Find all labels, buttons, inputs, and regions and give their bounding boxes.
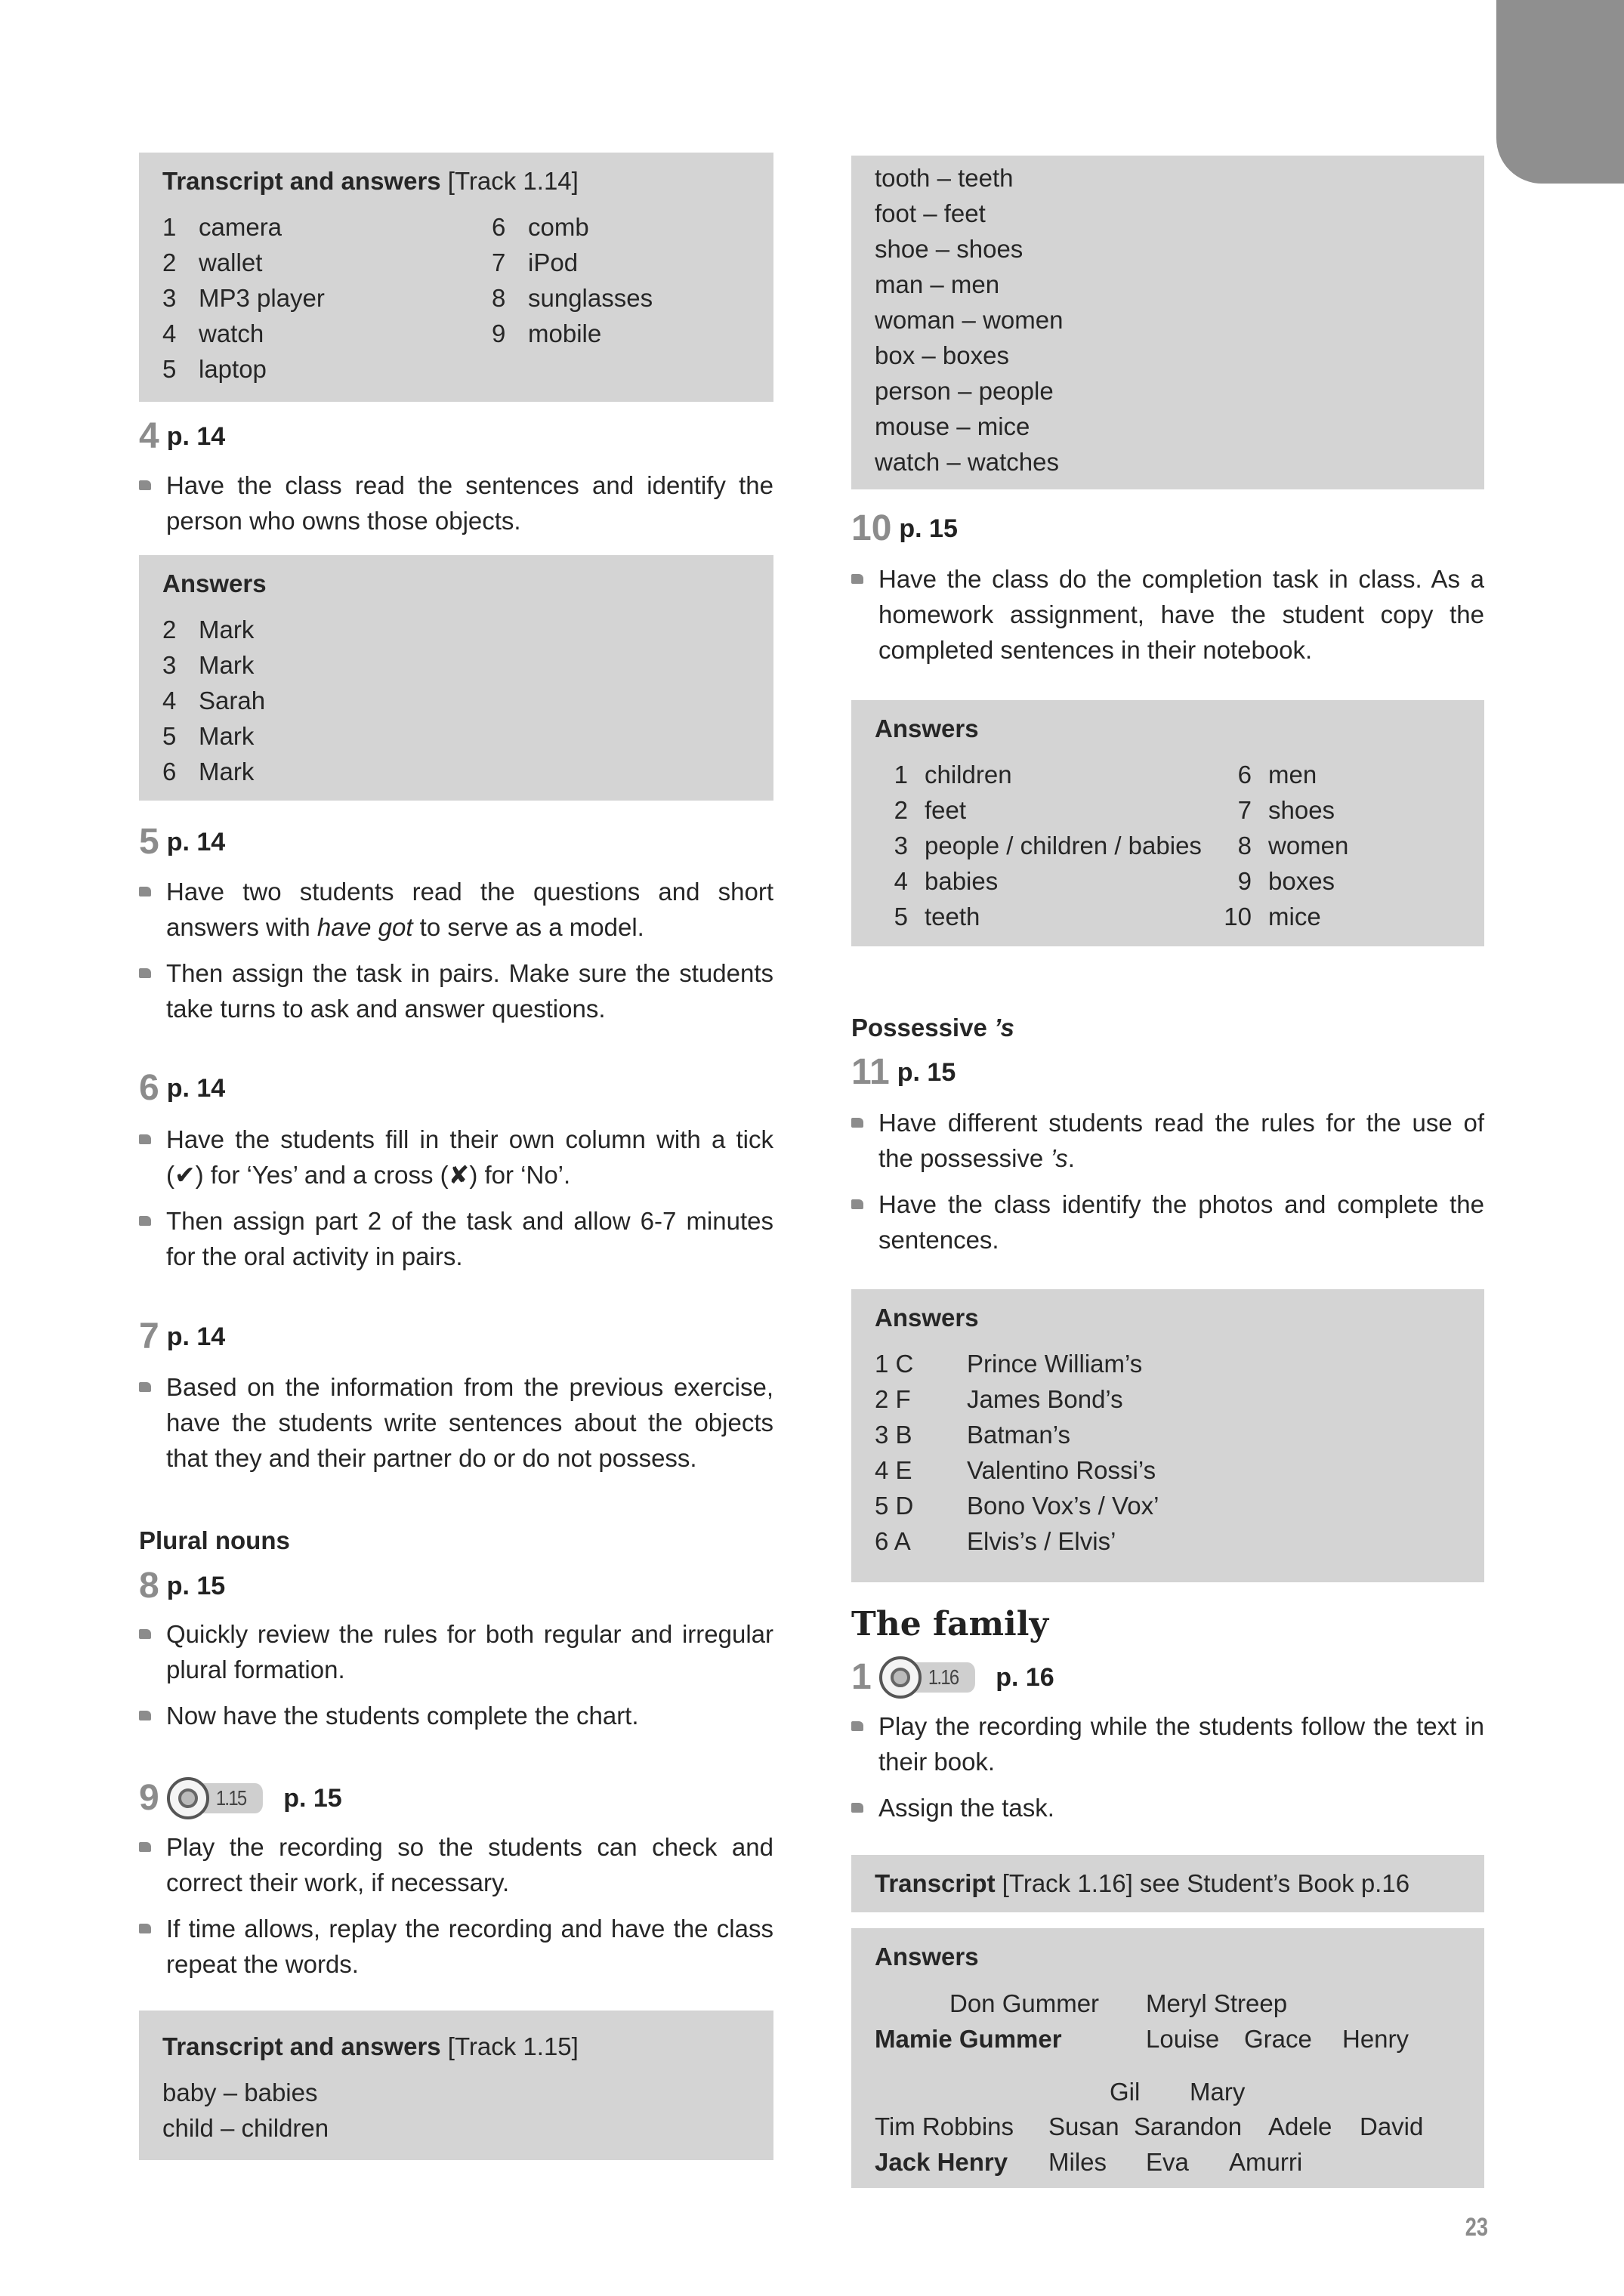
family-name: David [1360, 2112, 1424, 2140]
bullet-icon [851, 1803, 863, 1813]
item-text: iPod [528, 248, 579, 276]
box-line: man – men [875, 270, 1000, 298]
answer-column [162, 612, 265, 789]
box-answers-ex11 [851, 1289, 1484, 1582]
item-text: Prince William’s [967, 1350, 1143, 1378]
box-line: shoe – shoes [875, 235, 1023, 263]
answer-item [162, 612, 265, 647]
box-title [162, 2029, 750, 2064]
answer-item [875, 792, 1202, 828]
page-number: 23 [1465, 2213, 1489, 2242]
bullet-icon [851, 1118, 863, 1128]
exercise-number: 9 [139, 1778, 159, 1818]
item-text: feet [925, 796, 967, 824]
item-text: laptop [199, 355, 267, 383]
answer-item [875, 1488, 1159, 1523]
exercise-heading-8 [139, 1565, 773, 1607]
box-line: watch – watches [875, 448, 1059, 476]
box-plural-pairs [851, 156, 1484, 489]
instruction-text: Have the class identify the photos and complete the sentences. [878, 1190, 1484, 1254]
instruction-item [851, 1105, 1484, 1176]
item-text: MP3 player [199, 284, 325, 312]
instruction-item [139, 1698, 773, 1733]
instruction-text: to serve as a model. [412, 913, 644, 941]
box-lines [875, 160, 1461, 480]
exercise-number: 6 [139, 1068, 159, 1108]
exercise-heading-11 [851, 1051, 1484, 1094]
box-line: tooth – teeth [875, 164, 1014, 192]
family-name: Miles [1048, 2148, 1107, 2176]
page-reference: p. 14 [166, 1074, 226, 1103]
family-name: Susan [1048, 2112, 1119, 2140]
answer-item [162, 280, 325, 316]
answer-item [875, 1417, 1159, 1452]
item-text: camera [199, 213, 283, 241]
instruction-item [139, 1203, 773, 1274]
box-transcript-1-16 [851, 1855, 1484, 1912]
instruction-item [139, 1829, 773, 1900]
instruction-text: Based on the information from the previous exercise, have the students write sentences about the objects that they and their partner do or do not possess. [166, 1373, 773, 1472]
instruction-text: Quickly review the rules for both regular and irregular plural formation. [166, 1620, 773, 1683]
audio-track-badge[interactable] [879, 1655, 987, 1700]
answer-columns [162, 612, 750, 789]
item-number: 8 [492, 284, 506, 312]
exercise-number: 1 [851, 1657, 872, 1697]
item-number: 6 [1237, 761, 1252, 788]
item-number: 3 [894, 832, 908, 859]
item-number: 9 [1237, 867, 1252, 895]
item-text: Mark [199, 651, 255, 679]
item-number: 4 [894, 867, 908, 895]
answer-item [162, 316, 325, 351]
subheading-text: Plural nouns [139, 1526, 290, 1554]
item-number: 7 [492, 248, 506, 276]
answer-item [1218, 899, 1348, 934]
page-reference: p. 16 [996, 1663, 1054, 1692]
instruction-list [139, 1616, 773, 1744]
item-number: 3 B [875, 1421, 912, 1449]
bullet-icon [139, 1134, 151, 1144]
exercise-number: 8 [139, 1566, 159, 1606]
instruction-item [139, 1911, 773, 1982]
box-transcript-answers-1-14 [139, 153, 773, 402]
bullet-icon [139, 968, 151, 978]
answer-item [1218, 792, 1348, 828]
item-text: teeth [925, 903, 980, 930]
answer-item [162, 209, 325, 245]
box-title-bold: Answers [875, 1304, 979, 1332]
family-name: Henry [1342, 2025, 1409, 2053]
instruction-item [139, 468, 773, 539]
item-number: 1 [894, 761, 908, 788]
exercise-number: 11 [851, 1052, 890, 1092]
instruction-text: Have the students fill in their own column with a tick (✔) for ‘Yes’ and a cross (✘) for ‘No’. [166, 1125, 773, 1189]
exercise-number: 10 [851, 508, 892, 548]
exercise-number: 5 [139, 822, 159, 862]
answer-item [162, 683, 265, 718]
box-title-bold: Answers [875, 714, 979, 742]
answer-item [492, 245, 653, 280]
box-title-bold: Transcript and answers [162, 2032, 441, 2060]
box-title-track: [Track 1.16] see Student’s Book p.16 [995, 1869, 1410, 1897]
answer-item [492, 209, 653, 245]
bullet-icon [139, 1216, 151, 1226]
answer-item [1218, 863, 1348, 899]
item-text: men [1268, 761, 1317, 788]
bullet-icon [139, 1711, 151, 1720]
instruction-text: Play the recording so the students can check and correct their work, if necessary. [166, 1833, 773, 1896]
answer-item [875, 1381, 1159, 1417]
subheading-text: Possessive [851, 1014, 994, 1042]
page-reference: p. 15 [899, 514, 958, 543]
track-number: 1.16 [906, 1662, 975, 1693]
family-name: Louise [1146, 2025, 1220, 2053]
instruction-text: Have the class do the completion task in class. As a homework assignment, have the student copy the completed sentences in their notebook. [878, 565, 1484, 664]
answer-item [162, 245, 325, 280]
audio-track-badge[interactable] [167, 1776, 275, 1821]
item-number: 6 [162, 758, 177, 785]
bullet-icon [851, 1199, 863, 1209]
item-text: sunglasses [528, 284, 653, 312]
item-number: 5 [894, 903, 908, 930]
instruction-text: Have the class read the sentences and identify the person who owns those objects. [166, 471, 773, 535]
page-reference: p. 14 [166, 1322, 226, 1351]
family-name: Mary [1190, 2078, 1246, 2106]
item-text: Mark [199, 758, 255, 785]
exercise-heading-9 [139, 1777, 773, 1819]
instruction-item [139, 1616, 773, 1687]
page-reference: p. 15 [166, 1572, 226, 1600]
exercise-heading-6 [139, 1067, 773, 1109]
item-text: children [925, 761, 1012, 788]
box-answers-ex4 [139, 555, 773, 801]
bullet-icon [139, 1842, 151, 1852]
item-text: boxes [1268, 867, 1335, 895]
instruction-item [851, 1187, 1484, 1258]
instruction-item [851, 1790, 1484, 1825]
answer-item [162, 718, 265, 754]
instruction-list [139, 874, 773, 1037]
instruction-item [139, 1369, 773, 1476]
family-name: Grace [1244, 2025, 1312, 2053]
bullet-icon [139, 480, 151, 490]
item-number: 1 C [875, 1350, 914, 1378]
box-line: foot – feet [875, 199, 986, 227]
answer-item [162, 351, 325, 387]
item-text: mobile [528, 319, 602, 347]
item-number: 2 [162, 248, 177, 276]
answer-item [875, 899, 1202, 934]
answer-item [875, 828, 1202, 863]
item-text: James Bond’s [967, 1385, 1123, 1413]
exercise-heading-4 [139, 415, 773, 458]
exercise-heading-5 [139, 821, 773, 863]
bullet-icon [139, 1629, 151, 1639]
box-line: mouse – mice [875, 412, 1030, 440]
box-line: child – children [162, 2114, 329, 2142]
item-text: people / children / babies [925, 832, 1202, 859]
box-family-answers [851, 1928, 1484, 2188]
exercise-heading-1 [851, 1656, 1484, 1699]
item-number: 8 [1237, 832, 1252, 859]
box-title [162, 566, 750, 601]
box-title [875, 1866, 1461, 1901]
box-answers-ex10 [851, 700, 1484, 946]
answer-item [492, 316, 653, 351]
answer-column [162, 209, 325, 387]
instruction-item [851, 1708, 1484, 1779]
item-number: 10 [1224, 903, 1252, 930]
instruction-list [851, 1708, 1484, 1836]
answer-item [875, 757, 1202, 792]
item-text: wallet [199, 248, 263, 276]
item-number: 3 [162, 651, 177, 679]
answer-item [875, 1452, 1159, 1488]
section-title: The family [851, 1605, 1049, 1643]
item-text: Bono Vox’s / Vox’ [967, 1492, 1159, 1520]
page-reference: p. 15 [897, 1058, 956, 1087]
item-text: Mark [199, 616, 255, 643]
answer-item [1218, 828, 1348, 863]
box-title-bold: Answers [875, 1943, 979, 1970]
box-line: person – people [875, 377, 1054, 405]
instruction-text: ’s [1050, 1144, 1068, 1172]
instruction-list [139, 1369, 773, 1486]
answer-columns [162, 209, 750, 387]
item-number: 4 [162, 687, 177, 714]
bullet-icon [851, 1721, 863, 1731]
item-number: 6 A [875, 1527, 911, 1555]
item-text: mice [1268, 903, 1321, 930]
box-line: woman – women [875, 306, 1064, 334]
family-name: Tim Robbins [875, 2112, 1014, 2140]
answer-columns [875, 757, 1461, 934]
instruction-text: Have different students read the rules for the use of the possessive [878, 1109, 1484, 1172]
item-text: Mark [199, 722, 255, 750]
bullet-icon [139, 887, 151, 896]
exercise-heading-7 [139, 1316, 773, 1358]
answer-item [162, 647, 265, 683]
instruction-text: If time allows, replay the recording and have the class repeat the words. [166, 1915, 773, 1978]
item-number: 5 [162, 722, 177, 750]
cd-icon [167, 1777, 209, 1819]
section-subheading [139, 1523, 773, 1558]
family-name: Sarandon [1134, 2112, 1243, 2140]
answer-columns [875, 1346, 1461, 1559]
answer-column [875, 1346, 1159, 1559]
item-text: Sarah [199, 687, 266, 714]
instruction-text: . [1067, 1144, 1075, 1172]
exercise-number: 4 [139, 416, 159, 456]
chapter-tab [1496, 0, 1624, 184]
box-title [875, 1300, 1461, 1335]
family-name: Meryl Streep [1146, 1989, 1288, 2017]
item-number: 2 [894, 796, 908, 824]
item-number: 7 [1237, 796, 1252, 824]
track-number: 1.15 [194, 1783, 263, 1813]
box-title [162, 163, 750, 199]
item-number: 1 [162, 213, 177, 241]
instruction-list [139, 1829, 773, 1992]
box-title [875, 711, 1461, 746]
instruction-list [851, 561, 1484, 678]
page-reference: p. 14 [166, 828, 226, 856]
bullet-icon [851, 574, 863, 584]
instruction-text: Then assign part 2 of the task and allow 6-7 minutes for the oral activity in pairs. [166, 1207, 773, 1270]
answer-item [875, 1346, 1159, 1381]
box-title-bold: Transcript [875, 1869, 996, 1897]
cd-icon [879, 1656, 922, 1699]
box-title-track: [Track 1.15] [440, 2032, 579, 2060]
page-reference: p. 14 [166, 422, 226, 451]
instruction-item [139, 874, 773, 945]
item-number: 5 [162, 355, 177, 383]
exercise-number: 7 [139, 1316, 159, 1356]
subheading-italic: ’s [993, 1014, 1014, 1042]
item-number: 4 [162, 319, 177, 347]
answer-item [875, 1523, 1159, 1559]
box-title-bold: Answers [162, 569, 267, 597]
item-number: 5 D [875, 1492, 914, 1520]
family-name: Adele [1268, 2112, 1332, 2140]
item-text: watch [199, 319, 264, 347]
family-name: Mamie Gummer [875, 2025, 1062, 2053]
item-text: Valentino Rossi’s [967, 1456, 1156, 1484]
answer-column [875, 757, 1202, 934]
box-line: baby – babies [162, 2078, 318, 2106]
box-title [875, 1939, 1461, 1974]
family-name: Jack Henry [875, 2148, 1008, 2176]
answer-item [162, 754, 265, 789]
item-number: 2 [162, 616, 177, 643]
instruction-text: Now have the students complete the chart. [166, 1702, 639, 1730]
item-text: comb [528, 213, 589, 241]
family-name: Don Gummer [949, 1989, 1100, 2017]
instruction-list [139, 1122, 773, 1285]
family-name: Amurri [1229, 2148, 1303, 2176]
instruction-text: Then assign the task in pairs. Make sure the students take turns to ask and answer questions. [166, 959, 773, 1023]
section-subheading [851, 1010, 1484, 1045]
item-number: 3 [162, 284, 177, 312]
instruction-list [851, 1105, 1484, 1268]
instruction-item [139, 1122, 773, 1193]
instruction-text: Assign the task. [878, 1794, 1054, 1822]
answer-item [875, 863, 1202, 899]
item-number: 9 [492, 319, 506, 347]
instruction-text: Have two students read the questions and short answers with [166, 878, 773, 941]
answer-item [1218, 757, 1348, 792]
item-number: 4 E [875, 1456, 912, 1484]
instruction-item [139, 955, 773, 1026]
box-lines [162, 2075, 750, 2146]
item-text: babies [925, 867, 999, 895]
bullet-icon [139, 1924, 151, 1933]
item-number: 6 [492, 213, 506, 241]
exercise-heading-10 [851, 508, 1484, 550]
item-number: 2 F [875, 1385, 911, 1413]
bullet-icon [139, 1382, 151, 1392]
box-line: box – boxes [875, 341, 1009, 369]
item-text: women [1268, 832, 1349, 859]
answer-column [492, 209, 653, 351]
family-name: Eva [1146, 2148, 1189, 2176]
family-name: Gil [1110, 2078, 1141, 2106]
item-text: Batman’s [967, 1421, 1070, 1449]
answer-column [1218, 757, 1348, 934]
instruction-list [139, 468, 773, 549]
instruction-text: Play the recording while the students follow the text in their book. [878, 1712, 1484, 1776]
instruction-text: have got [316, 913, 413, 941]
instruction-item [851, 561, 1484, 668]
box-transcript-answers-1-15 [139, 2011, 773, 2160]
answer-item [492, 280, 653, 316]
page-reference: p. 15 [283, 1784, 342, 1813]
item-text: Elvis’s / Elvis’ [967, 1527, 1116, 1555]
box-title-bold: Transcript and answers [162, 167, 441, 195]
item-text: shoes [1268, 796, 1335, 824]
box-title-track: [Track 1.14] [440, 167, 579, 195]
